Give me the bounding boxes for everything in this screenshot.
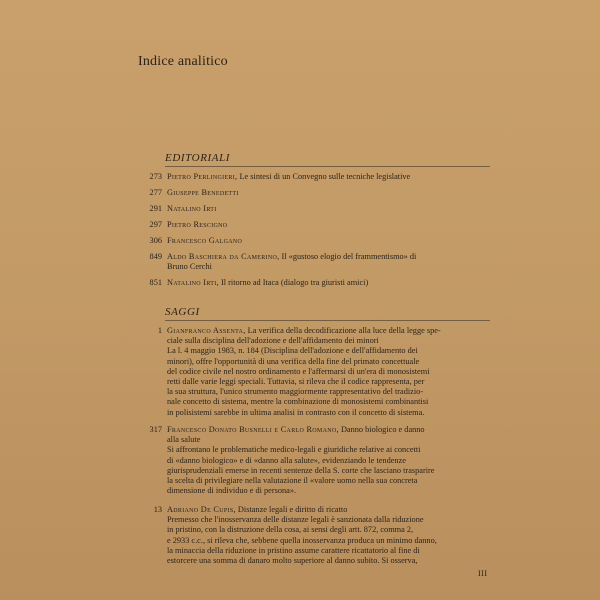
entry-page-number: 13 (153, 505, 162, 514)
entry-title-continued: ciale sulla disciplina dell'adozione e dell'affidamento dei minori (167, 336, 379, 346)
summary-line: minori), offre l'opportunità di una verifica della fine del primato concettuale (167, 356, 420, 366)
summary-line: estorcere una somma di danaro molto superiore al danno subito. Si osserva, (167, 556, 418, 566)
entry-author: Giuseppe Benedetti (167, 188, 239, 197)
entry-title: La verifica della decodificazione alla luce della legge spe- (247, 326, 441, 335)
summary-line: in pristino, con la distruzione della cosa, ai sensi degli artt. 872, comma 2, (167, 525, 414, 535)
summary-line: Premesso che l'inosservanza delle distanze legali è sanzionata dalla riduzione (167, 515, 424, 525)
summary-line: e 2933 c.c., si rileva che, sebbene quella inosservanza produca un minimo danno, (167, 535, 437, 545)
section-divider (165, 320, 490, 321)
entry-title-continued: alla salute (167, 435, 201, 445)
entry-title: Il «gustoso elogio del frammentismo» di (281, 252, 417, 261)
section-divider (165, 166, 490, 167)
section-heading-editoriali: EDITORIALI (165, 152, 231, 164)
summary-line: Si affrontano le problematiche medico-legali e giuridiche relative ai concetti (167, 445, 421, 455)
summary-line: in polisistemi sarebbe in ultima analisi in contrasto con il concetto di sistema. (167, 407, 425, 417)
section-heading-saggi: SAGGI (165, 306, 200, 318)
entry-author: Natalino Irti, (167, 278, 219, 287)
entry-author: Pietro Rescigno (167, 220, 228, 229)
entry-author: Pietro Perlingieri, (167, 172, 238, 181)
entry-title: Danno biologico e danno (340, 425, 425, 434)
entry-page-number: 291 (149, 204, 162, 213)
entry-title: Il ritorno ad Itaca (dialogo tra giuristi amici) (221, 278, 369, 287)
summary-line: La l. 4 maggio 1983, n. 184 (Disciplina dell'adozione e dell'affidamento dei (167, 346, 418, 356)
entry-page-number: 317 (149, 425, 162, 434)
entry-author: Francesco Galgano (167, 236, 243, 245)
entry-author: Natalino Irti (167, 204, 217, 213)
entry-page-number: 297 (149, 220, 162, 229)
summary-line: la minaccia della riduzione in pristino assume carattere ricattatorio al fine di (167, 545, 420, 555)
entry-author: Gianfranco Assenta, (167, 326, 246, 335)
entry-page-number: 273 (149, 172, 162, 181)
entry-page-number: 851 (149, 278, 162, 287)
summary-line: di «danno biologico» e di «danno alla salute», evidenziando le tendenze (167, 455, 406, 465)
entry-title: Le sintesi di un Convegno sulle tecniche legislative (239, 172, 411, 181)
page-number: III (478, 569, 488, 578)
entry-author: Adriano De Cupis, (167, 505, 236, 514)
summary-line: retti dalle varie leggi speciali. Tuttavia, si rileva che il codice rappresenta, per (167, 377, 425, 387)
entry-author: Aldo Baschiera da Camerino, (167, 252, 280, 261)
entry-author: Francesco Donato Busnelli e Carlo Romano, (167, 425, 339, 434)
entry-page-number: 306 (149, 236, 162, 245)
entry-page-number: 277 (149, 188, 162, 197)
summary-line: la sua struttura, l'unico strumento maggiormente rappresentativo del tradizio- (167, 387, 424, 397)
entry-title: Distanze legali e diritto di ricatto (237, 505, 348, 514)
entry-page-number: 849 (149, 252, 162, 261)
entry-page-number: 1 (157, 326, 162, 335)
summary-line: la scelta di privilegiare nella valutazione il «valore uomo nella sua concreta (167, 476, 418, 486)
summary-line: nale concetto di sistema, mentre la combinazione di monosistemi combinantisi (167, 397, 429, 407)
page-title: Indice analitico (138, 54, 228, 69)
summary-line: giurisprudenziali emerse in recenti sentenze della S. corte che lasciano trasparire (167, 465, 435, 475)
summary-line: dimensione di individuo e di persona». (167, 486, 297, 496)
entry-title-continued: Bruno Cerchi (167, 262, 212, 272)
summary-line: del codice civile nel nostro ordinamento e l'affermarsi di un'era di monosistemi (167, 366, 430, 376)
